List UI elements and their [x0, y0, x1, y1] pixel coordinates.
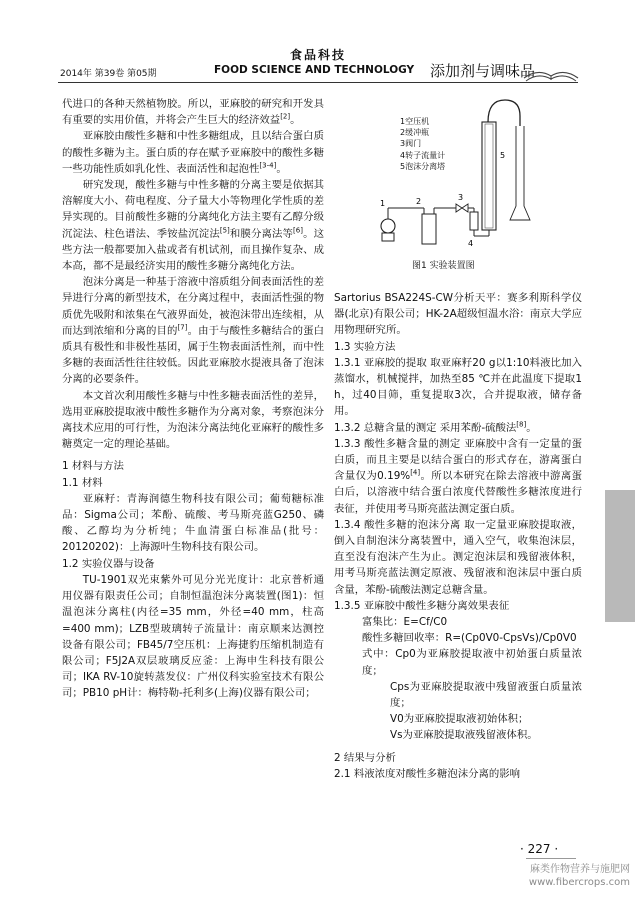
watermark: 麻类作物营养与施肥网 www.fibercrops.com: [528, 864, 630, 888]
paragraph: 1.3.2 总糖含量的测定 采用苯酚-硫酸法[8]。: [334, 420, 537, 434]
journal-title-en: FOOD SCIENCE AND TECHNOLOGY: [214, 64, 415, 76]
figure-legend: [400, 116, 445, 172]
legend-item: 5泡沫分离塔: [400, 161, 446, 171]
apparatus-diagram: [370, 96, 540, 272]
paragraph: 1.3.4 酸性多糖的泡沫分离 取一定量亚麻胶提取液，倒入自制泡沫分离装置中，通入空气，收集泡沫层，直至没有泡沫产生为止。测定泡沫层和残留液体积，用考马斯亮蓝法测定原液、残留液和泡沫层中蛋白质含量，苯酚-硫酸法测定总糖含量。: [334, 518, 582, 596]
paragraph: 亚麻籽：青海润德生物科技有限公司；葡萄糖标准品：Sigma公司；苯酚、硫酸、考马斯亮蓝G250、磷酸、乙醇均为分析纯；牛血清蛋白标准品(批号：20120202)：上海源叶生物科技有限公司。: [62, 492, 324, 554]
diagram-label: 4: [468, 239, 474, 248]
diagram-label: 1: [380, 199, 386, 208]
issue-info: 2014年 第39卷 第05期: [60, 69, 157, 79]
formula-note: Vs为亚麻胶提取液残留液体积。: [390, 729, 538, 742]
paragraph: 泡沫分离是一种基于溶液中溶质组分间表面活性的差异进行分离的新型技术，在分离过程中，表面活性强的物质优先吸附和浓集在气液界面处，被泡沫带出连续相，从而达到浓缩和分离的目的[7]。由于与酸性多糖结合的蛋白质具有极性和非极性基团，属于生物表面活性剂，而中性多糖的表面活性往往较低。因此亚麻胶水提液具备了泡沫分离的必要条件。: [62, 276, 325, 386]
formula-note: Cps为亚麻胶提取液中残留液蛋白质量浓度；: [390, 680, 582, 710]
paragraph: 研究发现，酸性多糖与中性多糖的分离主要是依据其溶解度大小、荷电程度、分子量大小等物理化学性质的差异实现的。目前酸性多糖的分离纯化方法主要有乙醇分级沉淀法、柱色谱法、季铵盐沉淀法[5]和膜分离法等[6]。这些方法一般都要加入盐或者有机试剂，而且操作复杂、成本高，都不是最经济实用的酸性多糖分离纯化方法。: [62, 179, 325, 273]
subsection-heading: 1.3.5 亚麻胶中酸性多糖分离效果表征: [334, 599, 510, 612]
page-number-rule: [526, 858, 576, 859]
paragraph: 本文首次利用酸性多糖与中性多糖表面活性的差异，选用亚麻胶提取液中酸性多糖作为分离对象，考察泡沫分离技术应用的可行性，为泡沫分离法纯化亚麻籽的酸性多糖奠定一定的理论基础。: [62, 389, 324, 451]
paragraph: 代进口的各种天然植物胶。所以，亚麻胶的研究和开发具有重要的实用价值，并将会产生巨大的经济效益[2]。: [62, 98, 324, 127]
figure-caption: 图1 实验装置图: [412, 261, 475, 271]
diagram-label: 2: [416, 197, 422, 206]
journal-title-cn: 食品科技: [290, 48, 347, 62]
formula: 富集比：E=Cf/C0: [362, 616, 448, 629]
paragraph: 1.3.1 亚麻胶的提取 取亚麻籽20 g以1:10料液比加入蒸馏水，机械搅拌，加热至85 ℃并在此温度下提取1 h，过40目筛，重复提取3次，合并提取液，储存备用。: [334, 356, 582, 418]
subsection-heading: 1.3 实验方法: [334, 340, 396, 353]
right-column: [334, 290, 582, 782]
paragraph: 亚麻胶由酸性多糖和中性多糖组成，且以结合蛋白质的酸性多糖为主。蛋白质的存在赋予亚麻胶中的酸性多糖一些功能性质如乳化性、表面活性和起泡性[3-4]。: [62, 130, 324, 175]
page-header: [0, 0, 635, 86]
legend-item: 1空压机: [400, 117, 430, 126]
book-icon: [520, 56, 582, 84]
subsection-heading: 2.1 料液浓度对酸性多糖泡沫分离的影响: [334, 767, 521, 780]
section-heading: 1 材料与方法: [62, 460, 124, 473]
formula: 酸性多糖回收率：R=(Cp0V0-CpsVs)/Cp0V0: [362, 632, 577, 645]
header-rule: [58, 82, 578, 83]
page-number: · 227 ·: [520, 842, 559, 856]
paragraph: Sartorius BSA224S-CW分析天平：赛多利斯科学仪器(北京)有限公司；HK-2A超级恒温水浴：南京大学应用物理研究所。: [334, 292, 582, 337]
diagram-label: 3: [458, 193, 464, 202]
subsection-heading: 1.1 材料: [62, 476, 103, 489]
subsection-heading: 1.2 实验仪器与设备: [62, 557, 155, 570]
legend-item: 3阀门: [400, 139, 422, 149]
paragraph: 1.3.3 酸性多糖含量的测定 亚麻胶中含有一定量的蛋白质，而且主要是以结合蛋白的形式存在，游离蛋白含量仅为0.19%[4]。所以本研究在除去溶液中游离蛋白后，以溶液中结合蛋白浓度代替酸性多糖浓度进行表征，并使用考马斯亮蓝法测定蛋白质。: [334, 437, 582, 515]
section-heading: 2 结果与分析: [334, 751, 396, 764]
formula-note: 式中：Cp0为亚麻胶提取液中初始蛋白质量浓度；: [362, 648, 582, 677]
legend-item: 2缓冲瓶: [400, 128, 430, 138]
paragraph: TU-1901双光束紫外可见分光光度计：北京普析通用仪器有限责任公司；自制恒温泡沫分离装置(图1)：恒温泡沫分离柱(内径=35 mm，外径=40 mm，柱高=400 mm)；LZB型玻璃转子流量计：南京顺来达测控设备有限公司；FB45/7空压机：上海捷豹压缩机制造有限公司；F5J2A双层玻璃反应釜：上海申生科技有限公司；IKA RV-10旋转蒸发仪：广州仪科实验室技术有限公司；PB10 pH计：梅特勒-托利多(上海)仪器有限公司；: [62, 573, 324, 700]
legend-item: 4转子流量计: [400, 150, 446, 160]
section-name: 添加剂与调味品: [430, 62, 536, 80]
diagram-label: 5: [500, 151, 506, 160]
formula-note: V0为亚麻胶提取液初始体积；: [390, 713, 529, 726]
side-tab: [605, 490, 635, 622]
left-column: [62, 96, 324, 702]
